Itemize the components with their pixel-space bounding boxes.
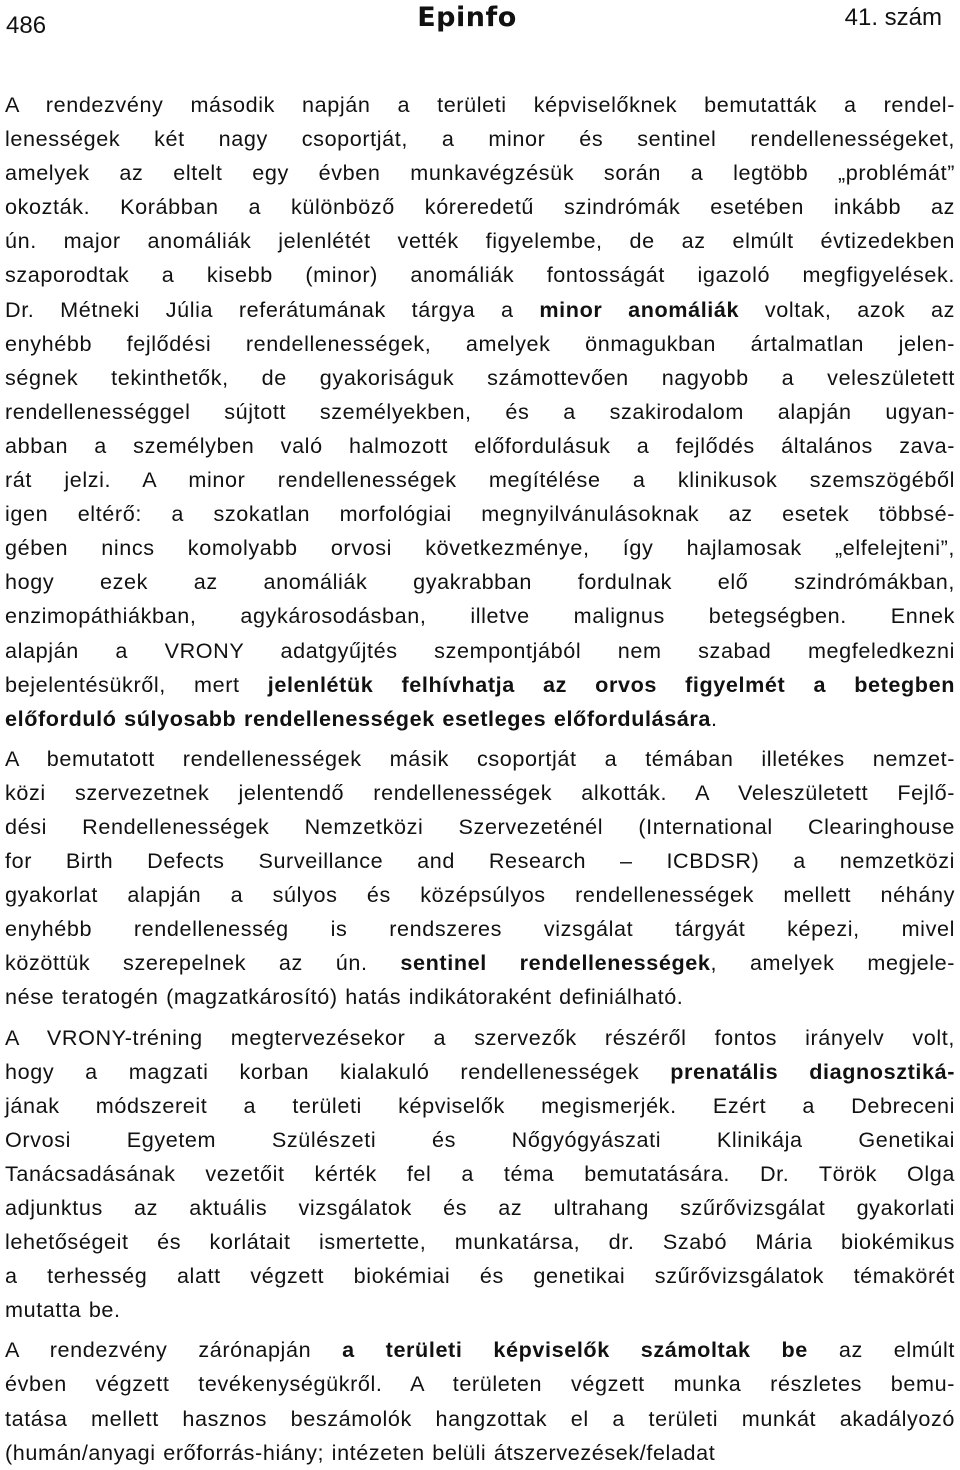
text-run: szaporodtak a kisebb (minor) anomáliák fontosságát igazoló megfigyelések. [5, 262, 955, 288]
text-line [5, 702, 955, 736]
text-line [5, 156, 955, 190]
text-run: A VRONY-tréning megtervezésekor a szervezők részéről fontos irányelv volt, [5, 1024, 955, 1050]
text-run: enzimopáthiákban, agykárosodásban, illetve malignus betegségben. Ennek [5, 603, 955, 629]
text-line [5, 668, 955, 702]
paragraph [5, 742, 955, 1015]
text-run: mutatta be. [5, 1297, 121, 1323]
text-line [5, 1123, 955, 1157]
article-body [5, 88, 955, 1470]
text-line [5, 429, 955, 463]
text-line [5, 224, 955, 258]
text-line [5, 1191, 955, 1225]
text-run: Tanácsadásának vezetőit kérték fel a téma bemutatására. Dr. Török Olga [5, 1160, 955, 1186]
text-run: (humán/anyagi erőforrás-hiány; intézeten belüli átszervezések/feladat [5, 1439, 716, 1465]
text-line [5, 912, 955, 946]
text-run: bejelentésükről, mert [5, 671, 268, 697]
text-run: lenességek két nagy csoportját, a minor és sentinel rendellenességeket, [5, 126, 955, 152]
text-run: gyakorlat alapján a súlyos és középsúlyos rendellenességek mellett néhány [5, 882, 955, 908]
text-line [5, 395, 955, 429]
text-line [5, 1225, 955, 1259]
text-run: voltak, azok az [739, 296, 956, 322]
text-run: rát jelzi. A minor rendellenességek megítélése a klinikusok szemszögéből [5, 467, 955, 493]
text-line [5, 1293, 955, 1327]
text-run: Dr. Métneki Júlia referátumának tárgya a [5, 296, 540, 322]
text-line [5, 1089, 955, 1123]
text-line [5, 122, 955, 156]
text-run: , amelyek megjele- [710, 950, 956, 976]
text-run: hogy a magzati korban kialakuló rendellenességek [5, 1058, 671, 1084]
text-run: adjunktus az aktuális vizsgálatok és az ultrahang szűrővizsgálat gyakorlati [5, 1195, 955, 1220]
text-run: a terhesség alatt végzett biokémiai és genetikai szűrővizsgálatok témakörét [5, 1263, 955, 1289]
text-line [5, 531, 955, 565]
text-line [5, 361, 955, 395]
text-line [5, 258, 955, 292]
text-line [5, 293, 955, 327]
text-run: amelyek az eltelt egy évben munkavégzésük során a legtöbb „problémát” [5, 160, 955, 186]
text-run: for Birth Defects Surveillance and Research – ICBDSR) a nemzetközi [5, 848, 955, 874]
text-run: hogy ezek az anomáliák gyakrabban fordulnak elő szindrómákban, [5, 569, 955, 595]
text-line [5, 1021, 955, 1055]
text-line [5, 1367, 955, 1401]
text-run: igen eltérő: a szokatlan morfológiai megnyilvánulásoknak az esetek többsé- [5, 501, 955, 527]
text-run: enyhébb fejlődési rendellenességek, amelyek önmagukban ártalmatlan jelen- [5, 330, 955, 356]
paragraph [5, 1021, 955, 1328]
text-run: A rendezvény zárónapján [5, 1337, 343, 1363]
text-run: közöttük szerepelnek az ún. [5, 950, 401, 976]
text-line [5, 190, 955, 224]
paragraph [5, 88, 955, 736]
text-line [5, 742, 955, 776]
text-run: alapján a VRONY adatgyűjtés szempontjából nem szabad megfeledkezni [5, 637, 955, 663]
text-run: enyhébb rendellenesség is rendszeres vizsgálat tárgyát képezi, mivel [5, 916, 955, 942]
text-line [5, 1055, 955, 1089]
bold-text-run: sentinel rendellenességek [400, 950, 711, 976]
text-line [5, 1402, 955, 1436]
text-line [5, 878, 955, 912]
text-line [5, 946, 955, 980]
text-line [5, 463, 955, 497]
text-line [5, 327, 955, 361]
text-line [5, 1333, 955, 1367]
text-run: ségnek tekinthetők, de gyakoriságuk számottevően nagyobb a veleszületett [5, 364, 955, 390]
page-header [0, 0, 960, 50]
text-line [5, 980, 955, 1014]
paragraph [5, 1333, 955, 1469]
text-run: A rendezvény második napján a területi képviselőknek bemutatták a rendel- [5, 92, 955, 117]
text-run: A bemutatott rendellenességek másik csoportját a témában illetékes nemzet- [5, 745, 955, 771]
text-run: közi szervezetnek jelentendő rendellenességek alkották. A Veleszületett Fejlő- [5, 779, 955, 805]
bold-text-run: prenatális diagnosztiká- [670, 1058, 955, 1084]
text-line [5, 634, 955, 668]
text-run: rendellenességgel sújtott személyekben, és a szakirodalom alapján ugyan- [5, 398, 955, 424]
text-run: lehetőségeit és korlátait ismertette, munkatársa, dr. Szabó Mária biokémikus [5, 1229, 955, 1255]
text-run: dési Rendellenességek Nemzetközi Szervezeténél (International Clearinghouse [5, 813, 955, 839]
epinfo-logo: Epinfo [417, 2, 517, 33]
bold-text-run: előforduló súlyosabb rendellenességek esetleges előfordulására [5, 705, 712, 731]
text-run: az elmúlt [807, 1337, 956, 1363]
text-line [5, 776, 955, 810]
text-line [5, 565, 955, 599]
text-line [5, 88, 955, 122]
text-line [5, 1157, 955, 1191]
text-run: nése teratogén (magzatkárosító) hatás indikátoraként definiálható. [5, 984, 684, 1010]
text-line [5, 1259, 955, 1293]
text-run: okozták. Korábban a különböző kóreredetű szindrómák esetében inkább az [5, 194, 955, 220]
text-run: tatása mellett hasznos beszámolók hangzottak el a területi munkát akadályozó [5, 1405, 955, 1431]
text-run: évben végzett tevékenységükről. A területen végzett munka részletes bemu- [5, 1371, 955, 1397]
text-run: ún. major anomáliák jelenlétét vették figyelembe, de az elmúlt évtizedekben [5, 228, 955, 254]
text-line [5, 810, 955, 844]
text-run: abban a személyben való halmozott előfordulásuk a fejlődés általános zava- [5, 432, 955, 458]
issue-number: 41. szám [844, 4, 942, 31]
text-line [5, 599, 955, 633]
bold-text-run: minor anomáliák [539, 296, 740, 322]
text-line [5, 1436, 955, 1470]
page-number: 486 [6, 12, 47, 39]
text-run: jának módszereit a területi képviselők megismerjék. Ezért a Debreceni [5, 1092, 955, 1118]
text-run: Orvosi Egyetem Szülészeti és Nőgyógyászati Klinikája Genetikai [5, 1126, 955, 1152]
text-run: . [711, 705, 718, 731]
text-line [5, 497, 955, 531]
text-run: gében nincs komolyabb orvosi következménye, így hajlamosak „elfelejteni”, [5, 535, 955, 561]
text-line [5, 844, 955, 878]
bold-text-run: a területi képviselők számoltak be [342, 1337, 808, 1363]
bold-text-run: jelenlétük felhívhatja az orvos figyelmét a betegben [267, 671, 955, 697]
